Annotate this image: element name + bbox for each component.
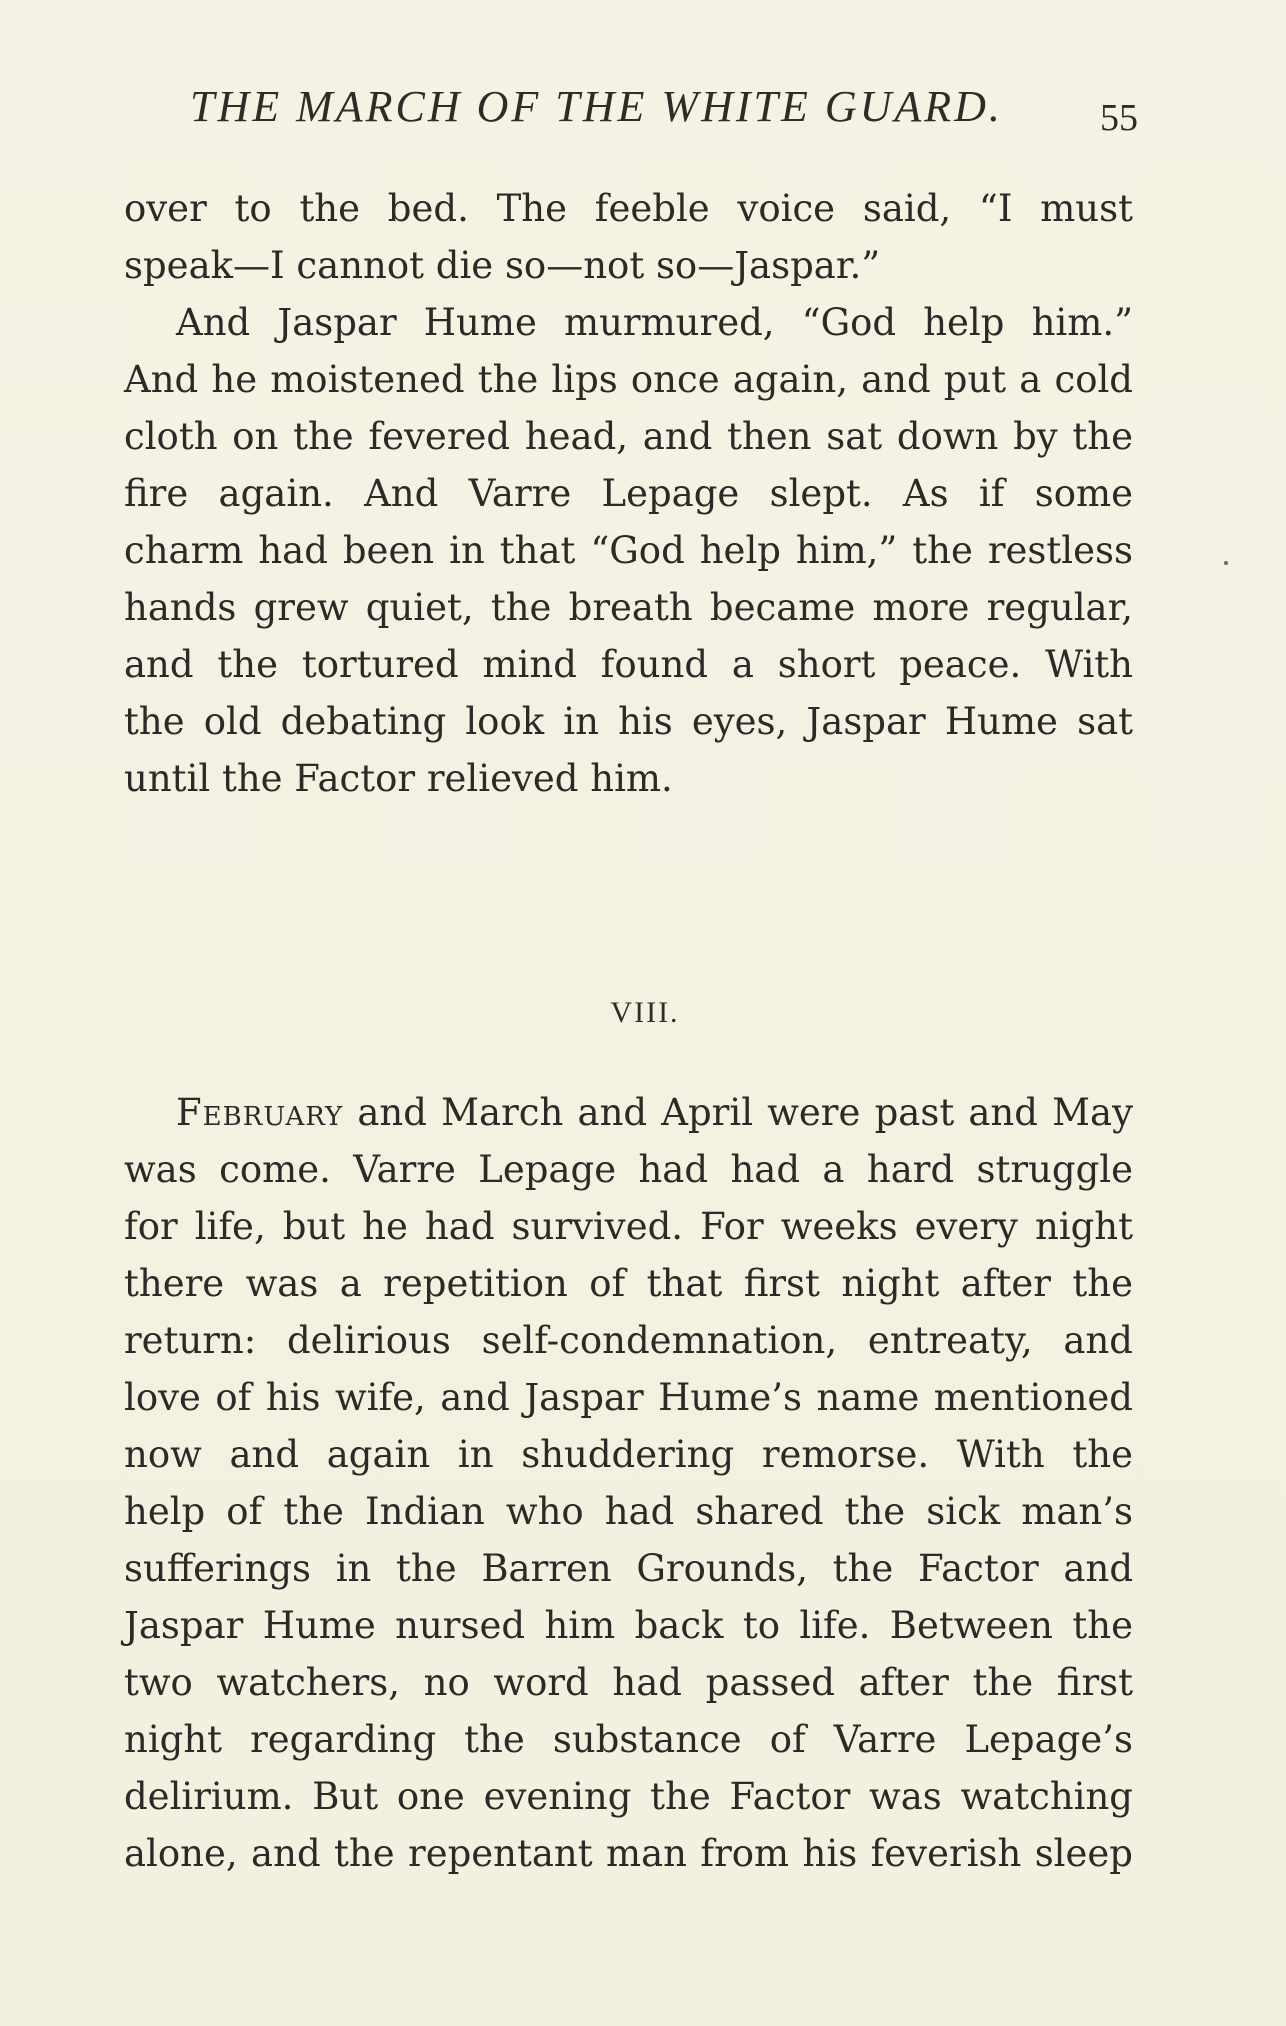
text-line: help of the Indian who had shared the sick man’s — [124, 1490, 1133, 1533]
text-line: sufferings in the Barren Grounds, the Factor and — [124, 1547, 1133, 1590]
text-line: the old debating look in his eyes, Jaspar Hume sat — [124, 700, 1133, 743]
text-line: love of his wife, and Jaspar Hume’s name mentioned — [124, 1376, 1133, 1419]
text-line: speak—I cannot die so—not so—Jaspar.” — [124, 244, 881, 287]
paragraph-jaspar-hume — [124, 294, 1133, 807]
text-line: charm had been in that “God help him,” the restless — [124, 529, 1133, 572]
text-line: until the Factor relieved him. — [124, 757, 673, 800]
text-line: night regarding the substance of Varre Lepage’s — [124, 1718, 1133, 1761]
section-heading: VIII. — [610, 996, 680, 1029]
text-line: and the tortured mind found a short peace. With — [124, 643, 1133, 686]
page-number: 55 — [1100, 97, 1138, 139]
text-line: And Jaspar Hume murmured, “God help him.” — [176, 301, 1133, 344]
text-line: for life, but he had survived. For weeks every night — [124, 1205, 1133, 1248]
text-line: over to the bed. The feeble voice said, “I must — [124, 187, 1133, 230]
text-line: hands grew quiet, the breath became more regular, — [124, 586, 1133, 629]
text-line: two watchers, no word had passed after the first — [124, 1661, 1133, 1704]
running-head: THE MARCH OF THE WHITE GUARD. — [190, 82, 1003, 131]
paragraph-dialogue — [124, 180, 1133, 294]
lead-word-small-caps: February — [176, 1091, 344, 1134]
first-line-text: and March and April were past and May — [343, 1091, 1133, 1134]
text-line: delirium. But one evening the Factor was watching — [124, 1775, 1133, 1818]
text-line: alone, and the repentant man from his feverish sleep — [124, 1832, 1133, 1875]
text-line: And he moistened the lips once again, and put a cold — [124, 358, 1133, 401]
text-line: cloth on the fevered head, and then sat down by the — [124, 415, 1133, 458]
text-line — [124, 1084, 1133, 1141]
paragraph-february — [124, 1084, 1133, 1882]
paper-speck — [1224, 561, 1228, 565]
text-line: Jaspar Hume nursed him back to life. Between the — [124, 1604, 1133, 1647]
text-line: fire again. And Varre Lepage slept. As if some — [124, 472, 1133, 515]
text-line: now and again in shuddering remorse. With the — [124, 1433, 1133, 1476]
text-line: was come. Varre Lepage had had a hard struggle — [124, 1148, 1133, 1191]
text-line: there was a repetition of that first night after the — [124, 1262, 1133, 1305]
text-line: return: delirious self-condemnation, entreaty, and — [124, 1319, 1133, 1362]
